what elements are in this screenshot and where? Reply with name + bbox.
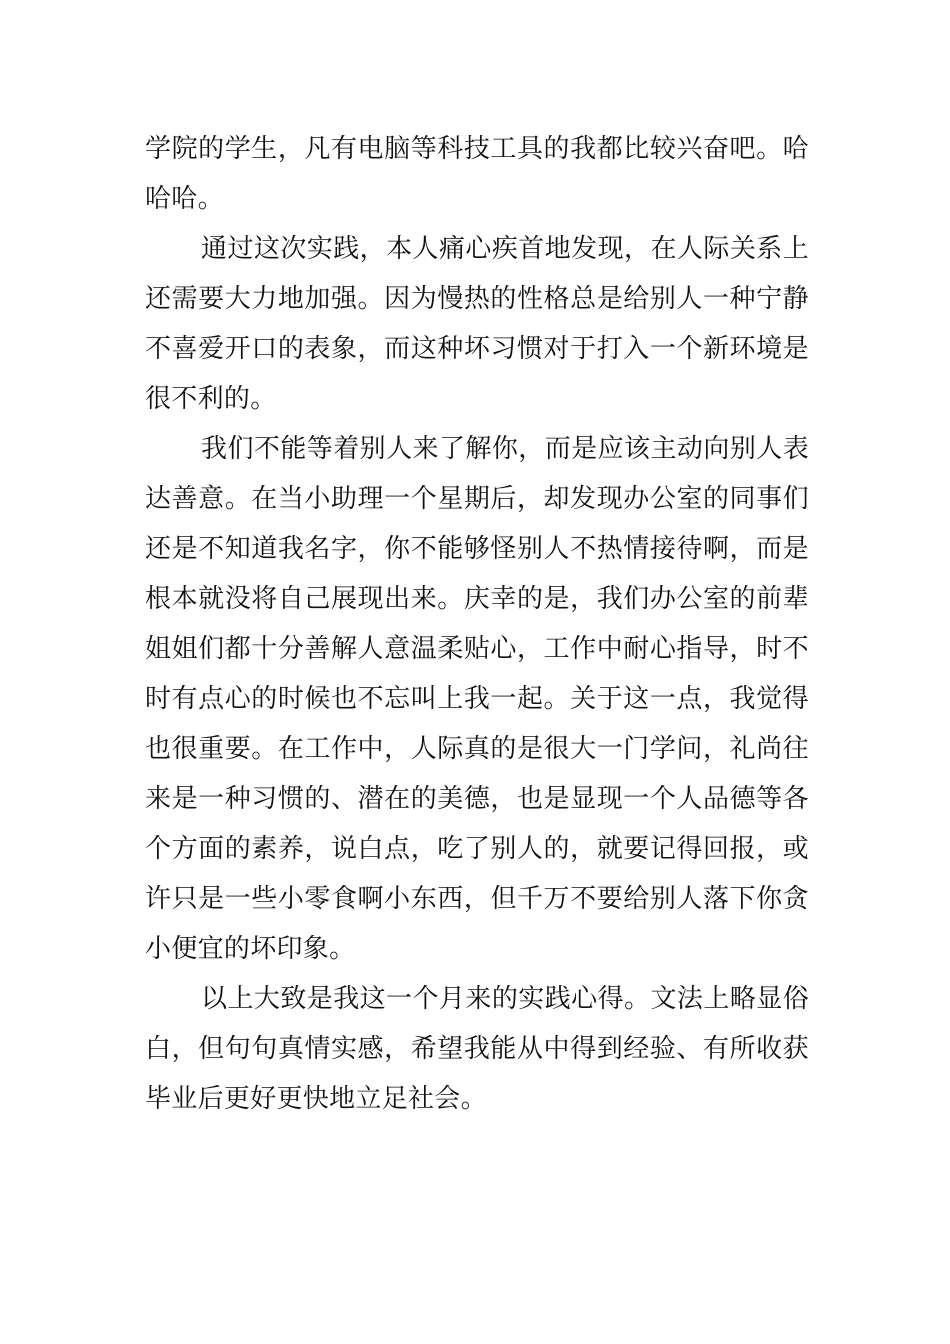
paragraph-4: 以上大致是我这一个月来的实践心得。文法上略显俗白，但句句真情实感，希望我能从中得到经验、有所收获毕业后更好更快地立足社会。 [145, 984, 809, 1114]
document-body [145, 124, 809, 1124]
paragraph-1: 学院的学生，凡有电脑等科技工具的我都比较兴奋吧。哈哈哈。 [145, 134, 809, 214]
paragraph-3: 我们不能等着别人来了解你，而是应该主动向别人表达善意。在当小助理一个星期后，却发现办公室的同事们还是不知道我名字，你不能够怪别人不热情接待啊，而是根本就没将自己展现出来。庆幸的是，我们办公室的前辈姐姐们都十分善解人意温柔贴心，工作中耐心指导，时不时有点心的时候也不忘叫上我一起。关于这一点，我觉得也很重要。在工作中，人际真的是很大一门学问，礼尚往来是一种习惯的、潜在的美德，也是显现一个人品德等各个方面的素养，说白点，吃了别人的，就要记得回报，或许只是一些小零食啊小东西，但千万不要给别人落下你贪小便宜的坏印象。 [145, 434, 809, 964]
paragraph-2: 通过这次实践，本人痛心疾首地发现，在人际关系上还需要大力地加强。因为慢热的性格总是给别人一种宁静不喜爱开口的表象，而这种坏习惯对于打入一个新环境是很不利的。 [145, 234, 809, 414]
